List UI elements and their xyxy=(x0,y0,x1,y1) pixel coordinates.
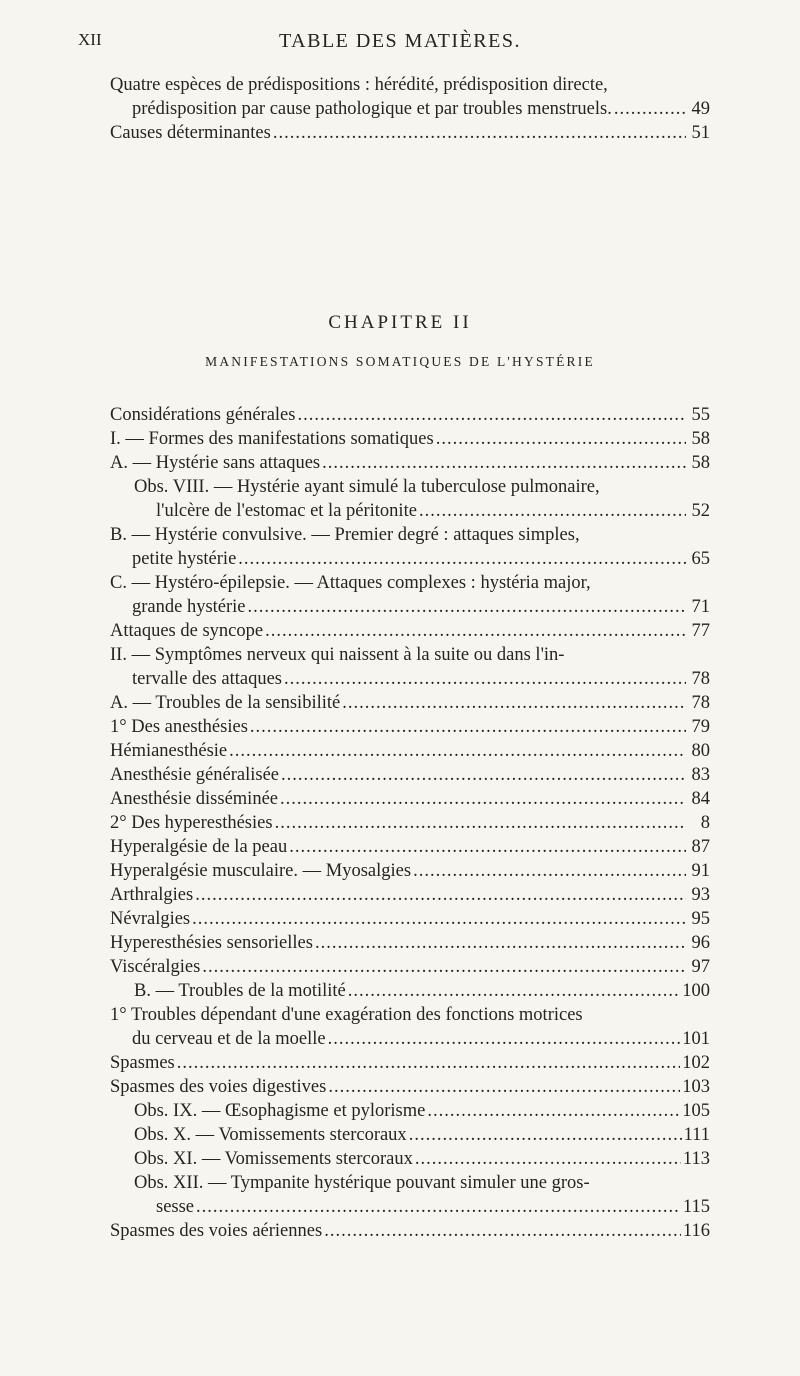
toc-entry-title: grande hystérie xyxy=(132,597,246,617)
toc-entry-title: Obs. X. — Vomissements stercoraux xyxy=(134,1125,407,1145)
page-number: XII xyxy=(78,30,102,49)
dot-leader xyxy=(415,1147,681,1171)
toc-page-number: 8 xyxy=(700,813,710,833)
dot-leader xyxy=(284,667,686,691)
toc-entry-leader-line xyxy=(110,451,710,475)
dot-leader xyxy=(289,835,686,859)
dot-leader xyxy=(328,1075,680,1099)
toc-entry xyxy=(110,1051,710,1075)
toc-entry-title: Hyperesthésies sensorielles xyxy=(110,933,313,953)
toc-entry-title: Causes déterminantes xyxy=(110,123,271,143)
toc-entry xyxy=(110,643,710,691)
toc-entry-leader-line xyxy=(110,1075,710,1099)
toc-page-number: 80 xyxy=(691,741,710,761)
toc-entry-leader-line xyxy=(110,427,710,451)
toc-page-number: 83 xyxy=(691,765,710,785)
toc-entry xyxy=(110,955,710,979)
toc-entry xyxy=(110,451,710,475)
page-header xyxy=(70,30,730,58)
toc-entry-leader-line xyxy=(110,763,710,787)
toc-entry-leader-line xyxy=(110,403,710,427)
toc-entry-leader-line xyxy=(110,97,710,121)
toc-entry-title: Spasmes des voies digestives xyxy=(110,1077,327,1097)
toc-page-number: 51 xyxy=(691,123,710,143)
toc-page-number: 111 xyxy=(683,1125,710,1145)
toc-entry-title: Hyperalgésie de la peau xyxy=(110,837,288,857)
toc-entry-title: prédisposition par cause pathologique et par troubles menstruels. xyxy=(132,99,612,119)
toc-entry xyxy=(110,1147,710,1171)
toc-entry-leader-line xyxy=(110,859,710,883)
toc-entry-text-line: Quatre espèces de prédispositions : hérédité, prédisposition directe, xyxy=(110,75,608,95)
toc-entry xyxy=(110,1099,710,1123)
toc-page-number: 87 xyxy=(691,837,710,857)
dot-leader xyxy=(229,739,686,763)
toc-entry-leader-line xyxy=(110,931,710,955)
toc-entry-title: I. — Formes des manifestations somatiques xyxy=(110,429,434,449)
toc-entry xyxy=(110,619,710,643)
dot-leader xyxy=(195,883,686,907)
toc-entry-title: Obs. IX. — Œsophagisme et pylorisme xyxy=(134,1101,426,1121)
toc-entry-title: Névralgies xyxy=(110,909,191,929)
toc-page-number: 58 xyxy=(691,453,710,473)
toc-page-number: 91 xyxy=(691,861,710,881)
toc-entry-title: Arthralgies xyxy=(110,885,194,905)
dot-leader xyxy=(342,691,686,715)
toc-entry-title: tervalle des attaques xyxy=(132,669,282,689)
toc-page-number: 116 xyxy=(682,1221,710,1241)
toc-entry xyxy=(110,403,710,427)
dot-leader xyxy=(273,121,686,145)
toc-page-number: 96 xyxy=(691,933,710,953)
dot-leader xyxy=(322,451,686,475)
toc-entry-leader-line xyxy=(110,691,710,715)
toc-entry xyxy=(110,811,710,835)
toc-entry-leader-line xyxy=(110,739,710,763)
toc-entry-title: Considérations générales xyxy=(110,405,296,425)
toc-entry xyxy=(110,1219,710,1243)
dot-leader xyxy=(275,811,686,835)
dot-leader xyxy=(419,499,686,523)
toc-entry-leader-line xyxy=(134,1099,710,1123)
toc-page-number: 97 xyxy=(691,957,710,977)
toc-entry xyxy=(110,907,710,931)
toc-page-number: 93 xyxy=(691,885,710,905)
toc-entry-leader-line xyxy=(110,667,710,691)
toc-page-number: 100 xyxy=(682,981,710,1001)
toc-entry-leader-line xyxy=(110,955,710,979)
toc-page-number: 78 xyxy=(691,669,710,689)
toc-entry-leader-line xyxy=(110,1219,710,1243)
toc-page-number: 115 xyxy=(682,1197,710,1217)
dot-leader xyxy=(315,931,686,955)
toc-entry-leader-line xyxy=(110,835,710,859)
toc-entry xyxy=(110,931,710,955)
toc-page-number: 79 xyxy=(691,717,710,737)
toc-page-number: 102 xyxy=(682,1053,710,1073)
toc-entry xyxy=(110,1003,710,1051)
toc-entry xyxy=(110,1075,710,1099)
toc-entry-text-line: Obs. XII. — Tympanite hystérique pouvant simuler une gros- xyxy=(134,1173,590,1193)
dot-leader xyxy=(202,955,686,979)
dot-leader xyxy=(265,619,686,643)
dot-leader xyxy=(248,595,686,619)
toc-entry-title: A. — Hystérie sans attaques xyxy=(110,453,321,473)
toc-page-number: 78 xyxy=(691,693,710,713)
toc-entry-title: Anesthésie généralisée xyxy=(110,765,279,785)
toc-page-number: 105 xyxy=(682,1101,710,1121)
toc-entry xyxy=(110,979,710,1003)
toc-entry xyxy=(110,427,710,451)
toc-entry-leader-line xyxy=(110,547,710,571)
toc-entry-leader-line xyxy=(110,811,710,835)
toc-entry-title: petite hystérie xyxy=(132,549,237,569)
toc-entry-text-line: II. — Symptômes nerveux qui naissent à la suite ou dans l'in- xyxy=(110,645,565,665)
toc-page-number: 58 xyxy=(691,429,710,449)
toc-entry-leader-line xyxy=(134,499,710,523)
toc-entry-title: 1° Des anesthésies xyxy=(110,717,248,737)
toc-entry xyxy=(110,835,710,859)
toc-page-number: 84 xyxy=(691,789,710,809)
toc-entry-title: l'ulcère de l'estomac et la péritonite xyxy=(156,501,417,521)
toc-entry xyxy=(110,715,710,739)
toc-entry xyxy=(110,1171,710,1219)
toc-page-number: 77 xyxy=(691,621,710,641)
toc-entry-text-line: B. — Hystérie convulsive. — Premier degré : attaques simples, xyxy=(110,525,580,545)
toc-entry-title: Obs. XI. — Vomissements stercoraux xyxy=(134,1149,413,1169)
dot-leader xyxy=(297,403,686,427)
toc-entry-leader-line xyxy=(110,907,710,931)
toc-page-number: 101 xyxy=(682,1029,710,1049)
toc-entry xyxy=(110,1123,710,1147)
toc-entry-leader-line xyxy=(110,1027,710,1051)
toc-entry-title: Spasmes des voies aériennes xyxy=(110,1221,323,1241)
toc-page-number: 95 xyxy=(691,909,710,929)
toc-entry xyxy=(110,859,710,883)
toc-entry-leader-line xyxy=(134,979,710,1003)
toc-entry xyxy=(110,523,710,571)
dot-leader xyxy=(614,97,686,121)
toc-entry xyxy=(110,121,710,145)
toc-entry-text-line: C. — Hystéro-épilepsie. — Attaques complexes : hystéria major, xyxy=(110,573,591,593)
toc-entry xyxy=(110,571,710,619)
toc-entry xyxy=(110,475,710,523)
toc-entry-title: B. — Troubles de la motilité xyxy=(134,981,346,1001)
toc-entry-text-line: 1° Troubles dépendant d'une exagération des fonctions motrices xyxy=(110,1005,583,1025)
toc-entry-title: du cerveau et de la moelle xyxy=(132,1029,326,1049)
dot-leader xyxy=(250,715,686,739)
toc-entry-title: 2° Des hyperesthésies xyxy=(110,813,273,833)
toc-entry-text-line: Obs. VIII. — Hystérie ayant simulé la tuberculose pulmonaire, xyxy=(134,477,600,497)
dot-leader xyxy=(238,547,686,571)
dot-leader xyxy=(436,427,686,451)
toc-entry-title: Hémianesthésie xyxy=(110,741,228,761)
dot-leader xyxy=(281,763,686,787)
dot-leader xyxy=(427,1099,680,1123)
toc-entry-title: sesse xyxy=(156,1197,195,1217)
toc-entry-leader-line xyxy=(134,1195,710,1219)
toc-page-number: 49 xyxy=(691,99,710,119)
toc-page-number: 113 xyxy=(682,1149,710,1169)
toc-page-number: 55 xyxy=(691,405,710,425)
toc-entry-leader-line xyxy=(134,1123,710,1147)
toc-top-section xyxy=(110,73,710,145)
toc-entry xyxy=(110,883,710,907)
toc-chapter-section xyxy=(110,403,710,1243)
running-title: TABLE DES MATIÈRES. xyxy=(279,30,521,52)
toc-entry-title: A. — Troubles de la sensibilité xyxy=(110,693,341,713)
toc-entry-leader-line xyxy=(134,1147,710,1171)
toc-entry-leader-line xyxy=(110,715,710,739)
toc-entry xyxy=(110,691,710,715)
dot-leader xyxy=(177,1051,681,1075)
toc-page-number: 71 xyxy=(691,597,710,617)
toc-entry xyxy=(110,739,710,763)
chapter-title: CHAPITRE II xyxy=(328,312,472,333)
dot-leader xyxy=(196,1195,681,1219)
toc-page-number: 103 xyxy=(682,1077,710,1097)
toc-entry-leader-line xyxy=(110,121,710,145)
toc-entry xyxy=(110,73,710,121)
toc-entry-leader-line xyxy=(110,883,710,907)
chapter-subtitle: MANIFESTATIONS SOMATIQUES DE L'HYSTÉRIE xyxy=(205,354,595,369)
toc-entry-title: Anesthésie disséminée xyxy=(110,789,278,809)
toc-entry-title: Hyperalgésie musculaire. — Myosalgies xyxy=(110,861,412,881)
toc-entry-leader-line xyxy=(110,787,710,811)
toc-entry-leader-line xyxy=(110,595,710,619)
toc-entry-leader-line xyxy=(110,1051,710,1075)
dot-leader xyxy=(409,1123,682,1147)
toc-entry xyxy=(110,763,710,787)
dot-leader xyxy=(328,1027,681,1051)
dot-leader xyxy=(280,787,686,811)
dot-leader xyxy=(413,859,686,883)
dot-leader xyxy=(192,907,686,931)
dot-leader xyxy=(324,1219,681,1243)
toc-entry-title: Spasmes xyxy=(110,1053,175,1073)
dot-leader xyxy=(348,979,681,1003)
toc-page-number: 65 xyxy=(691,549,710,569)
toc-entry-title: Viscéralgies xyxy=(110,957,201,977)
toc-entry-leader-line xyxy=(110,619,710,643)
toc-entry-title: Attaques de syncope xyxy=(110,621,264,641)
toc-entry xyxy=(110,787,710,811)
toc-page-number: 52 xyxy=(691,501,710,521)
